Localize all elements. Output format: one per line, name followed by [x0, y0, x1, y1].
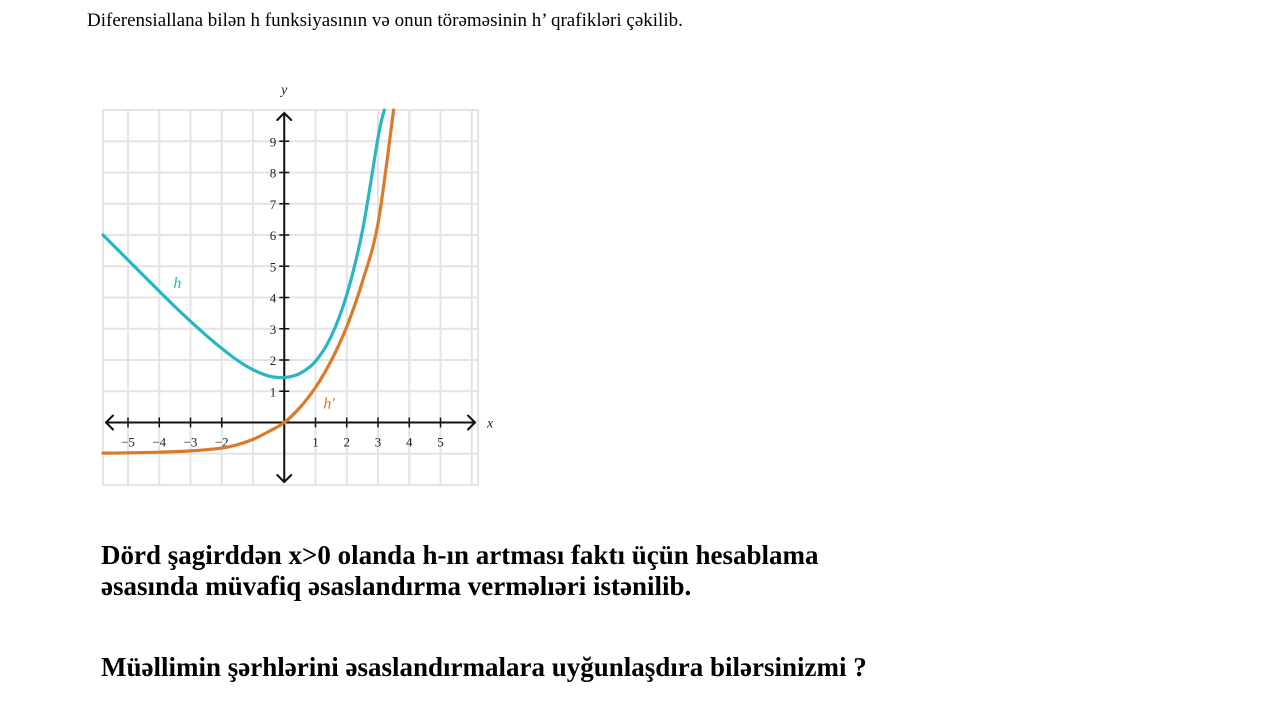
h-curve-label: h [173, 275, 182, 293]
y-tick-label: 9 [269, 134, 277, 150]
series [103, 110, 394, 453]
y-tick-label: 7 [269, 196, 277, 212]
y-tick-label: 8 [269, 165, 277, 181]
x-tick-label: −3 [183, 434, 198, 450]
y-axis-label: y [281, 83, 288, 98]
problem-statement: Diferensiallana bilən h funksiyasının və onun törəməsinin h’ qrafikləri çəkilib. [87, 10, 683, 31]
x-tick-label: 2 [343, 434, 350, 450]
question-text [101, 540, 1081, 602]
question-line-1: Dörd şagirddən x>0 olanda h-ın artması faktı üçün hesablama [101, 540, 819, 570]
question-line-2: əsasında müvafiq əsaslandırma verməlıəri istənilib. [101, 571, 692, 601]
prompt-text: Müəllimin şərhlərini əsaslandırmalara uyğunlaşdıra bilərsinizmi ? [101, 652, 867, 682]
x-tick-label: 4 [406, 434, 413, 450]
x-tick-label: −2 [214, 434, 229, 450]
function-graph [0, 0, 520, 505]
y-tick-label: 4 [269, 290, 277, 306]
chart-svg [0, 0, 520, 500]
y-tick-label: 1 [269, 384, 277, 400]
x-tick-label: −5 [121, 434, 135, 450]
x-tick-label: −4 [152, 434, 167, 450]
tick-labels [121, 134, 444, 449]
grid [103, 110, 478, 485]
y-tick-label: 3 [269, 321, 277, 337]
x-tick-label: 3 [374, 434, 382, 450]
y-tick-label: 5 [269, 259, 277, 275]
x-tick-label: 5 [437, 434, 444, 450]
y-tick-label: 6 [269, 228, 277, 243]
x-axis-label: x [487, 416, 494, 432]
y-tick-label: 2 [269, 353, 277, 368]
x-tick-label: 1 [312, 434, 319, 450]
h-prime-curve-label: h′ [323, 395, 335, 413]
